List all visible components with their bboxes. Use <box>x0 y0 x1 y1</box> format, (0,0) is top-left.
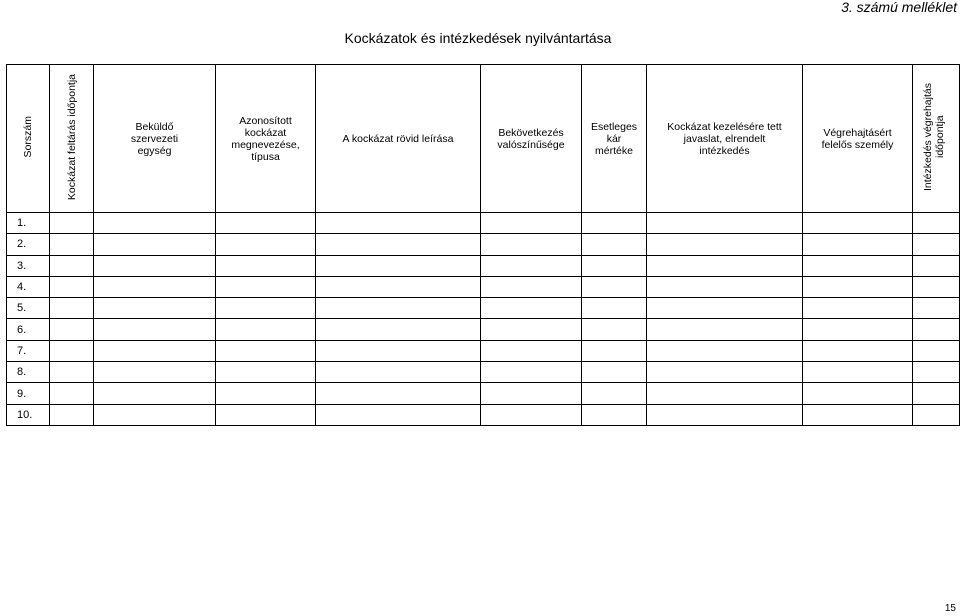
page-number: 15 <box>944 603 956 614</box>
table-cell[interactable] <box>316 383 481 404</box>
col-header-javaslat: Kockázat kezelésére tett javaslat, elrendelt intézkedés <box>647 65 803 213</box>
table-cell[interactable] <box>913 340 960 361</box>
table-cell[interactable] <box>913 298 960 319</box>
table-cell[interactable] <box>913 404 960 425</box>
row-number: 8. <box>7 362 50 383</box>
table-cell[interactable] <box>647 213 803 234</box>
table-cell[interactable] <box>94 213 216 234</box>
col-header-kar-merteke: Esetleges kár mértéke <box>582 65 647 213</box>
table-cell[interactable] <box>94 234 216 255</box>
table-cell[interactable] <box>582 255 647 276</box>
table-cell[interactable] <box>216 362 316 383</box>
col-header-sorszam: Sorszám <box>7 65 50 213</box>
table-cell[interactable] <box>50 234 94 255</box>
table-cell[interactable] <box>316 340 481 361</box>
table-cell[interactable] <box>913 213 960 234</box>
table-cell[interactable] <box>481 319 582 340</box>
table-cell[interactable] <box>216 340 316 361</box>
table-cell[interactable] <box>316 362 481 383</box>
table-cell[interactable] <box>647 340 803 361</box>
table-cell[interactable] <box>647 298 803 319</box>
table-cell[interactable] <box>481 404 582 425</box>
row-number: 10. <box>7 404 50 425</box>
table-cell[interactable] <box>582 298 647 319</box>
table-cell[interactable] <box>481 213 582 234</box>
table-cell[interactable] <box>647 383 803 404</box>
table-cell[interactable] <box>803 404 913 425</box>
col-header-bekuldo-egyseg: Beküldő szervezeti egység <box>94 65 216 213</box>
table-cell[interactable] <box>481 255 582 276</box>
table-cell[interactable] <box>50 319 94 340</box>
table-cell[interactable] <box>50 404 94 425</box>
table-row <box>7 340 960 361</box>
table-cell[interactable] <box>582 213 647 234</box>
table-cell[interactable] <box>481 383 582 404</box>
table-cell[interactable] <box>582 362 647 383</box>
table-cell[interactable] <box>316 276 481 297</box>
row-number: 4. <box>7 276 50 297</box>
table-cell[interactable] <box>913 383 960 404</box>
table-cell[interactable] <box>316 213 481 234</box>
row-number: 5. <box>7 298 50 319</box>
table-cell[interactable] <box>50 255 94 276</box>
table-cell[interactable] <box>316 404 481 425</box>
table-row <box>7 213 960 234</box>
table-row <box>7 234 960 255</box>
document-title: Kockázatok és intézkedések nyilvántartása <box>344 30 612 46</box>
col-header-vegrehajtas-idopont: Intézkedés végrehajtás időpontja <box>913 65 960 213</box>
table-cell[interactable] <box>216 383 316 404</box>
table-cell[interactable] <box>50 298 94 319</box>
table-cell[interactable] <box>216 213 316 234</box>
table-cell[interactable] <box>803 340 913 361</box>
table-cell[interactable] <box>216 298 316 319</box>
table-cell[interactable] <box>913 234 960 255</box>
table-cell[interactable] <box>50 362 94 383</box>
row-number: 6. <box>7 319 50 340</box>
table-cell[interactable] <box>582 276 647 297</box>
table-cell[interactable] <box>647 319 803 340</box>
col-header-felelos: Végrehajtásért felelős személy <box>803 65 913 213</box>
table-cell[interactable] <box>94 340 216 361</box>
table-cell[interactable] <box>216 404 316 425</box>
risk-register-table <box>6 64 960 426</box>
col-header-bekovetkezes: Bekövetkezés valószínűsége <box>481 65 582 213</box>
table-cell[interactable] <box>913 255 960 276</box>
table-cell[interactable] <box>913 276 960 297</box>
table-cell[interactable] <box>50 276 94 297</box>
col-header-rovid-leiras: A kockázat rövid leírása <box>316 65 481 213</box>
table-cell[interactable] <box>50 383 94 404</box>
table-row <box>7 298 960 319</box>
table-cell[interactable] <box>582 234 647 255</box>
row-number: 2. <box>7 234 50 255</box>
table-cell[interactable] <box>582 383 647 404</box>
table-cell[interactable] <box>481 276 582 297</box>
table-cell[interactable] <box>803 255 913 276</box>
table-cell[interactable] <box>94 319 216 340</box>
table-row <box>7 362 960 383</box>
row-number: 3. <box>7 255 50 276</box>
table-cell[interactable] <box>647 234 803 255</box>
table-cell[interactable] <box>316 319 481 340</box>
row-number: 7. <box>7 340 50 361</box>
table-cell[interactable] <box>50 340 94 361</box>
table-row <box>7 276 960 297</box>
table-cell[interactable] <box>647 276 803 297</box>
table-row <box>7 319 960 340</box>
table-row <box>7 383 960 404</box>
table-cell[interactable] <box>582 404 647 425</box>
table-cell[interactable] <box>50 213 94 234</box>
table-cell[interactable] <box>647 362 803 383</box>
table-cell[interactable] <box>94 383 216 404</box>
table-cell[interactable] <box>803 319 913 340</box>
table-cell[interactable] <box>481 340 582 361</box>
table-cell[interactable] <box>803 234 913 255</box>
table-cell[interactable] <box>216 276 316 297</box>
table-cell[interactable] <box>803 213 913 234</box>
table-cell[interactable] <box>216 319 316 340</box>
table-cell[interactable] <box>481 298 582 319</box>
col-header-azonositott-kockazat: Azonosított kockázat megnevezése, típusa <box>216 65 316 213</box>
col-header-feltaras-idopont: Kockázat feltárás időpontja <box>50 65 94 213</box>
table-cell[interactable] <box>94 298 216 319</box>
table-cell[interactable] <box>803 383 913 404</box>
table-cell[interactable] <box>913 362 960 383</box>
table-row <box>7 404 960 425</box>
table-cell[interactable] <box>216 255 316 276</box>
table-cell[interactable] <box>216 234 316 255</box>
header-row <box>7 65 960 213</box>
table-cell[interactable] <box>647 404 803 425</box>
table-cell[interactable] <box>94 404 216 425</box>
table-cell[interactable] <box>316 255 481 276</box>
table-cell[interactable] <box>481 362 582 383</box>
table-cell[interactable] <box>481 234 582 255</box>
row-number: 9. <box>7 383 50 404</box>
table-cell[interactable] <box>647 255 803 276</box>
table-cell[interactable] <box>582 340 647 361</box>
table-cell[interactable] <box>94 276 216 297</box>
table-cell[interactable] <box>803 362 913 383</box>
table-cell[interactable] <box>913 319 960 340</box>
table-cell[interactable] <box>803 298 913 319</box>
table-cell[interactable] <box>94 255 216 276</box>
table-cell[interactable] <box>316 234 481 255</box>
table-row <box>7 255 960 276</box>
table-cell[interactable] <box>94 362 216 383</box>
table-cell[interactable] <box>803 276 913 297</box>
table-cell[interactable] <box>316 298 481 319</box>
table-cell[interactable] <box>582 319 647 340</box>
annex-label: 3. számú melléklet <box>841 0 957 15</box>
row-number: 1. <box>7 213 50 234</box>
